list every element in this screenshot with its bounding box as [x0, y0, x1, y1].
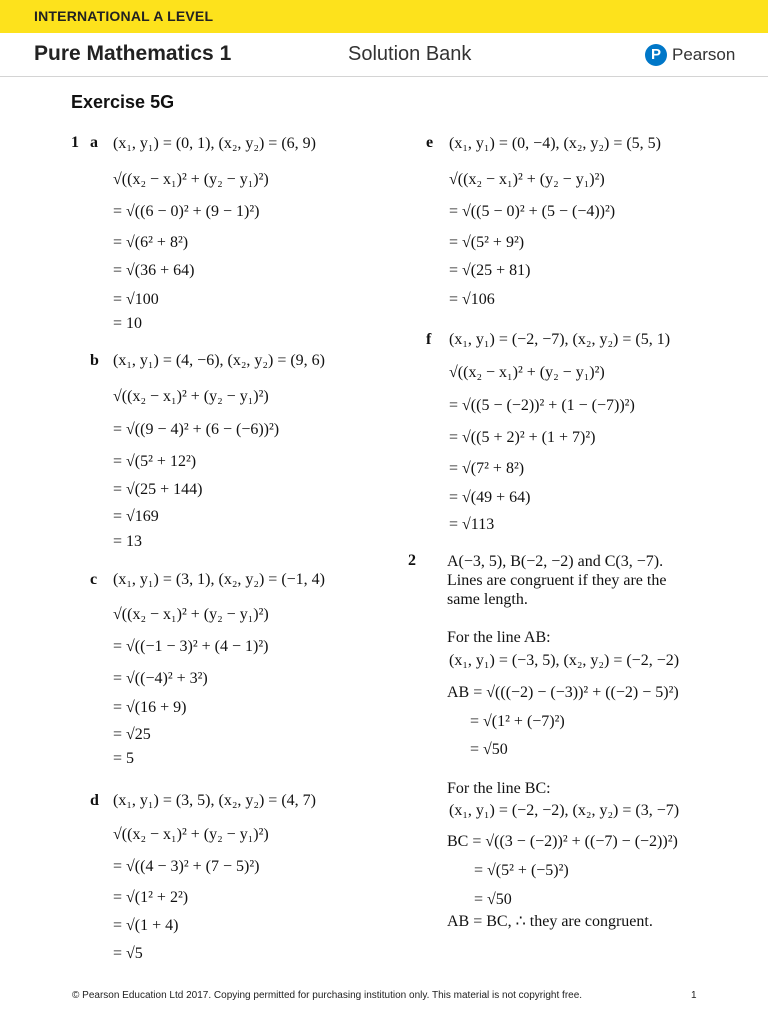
part-f-line-7: = √113: [449, 516, 495, 533]
ab-line-3: = √(1² + (−7)²): [470, 713, 565, 730]
part-d-line-6: = √5: [113, 945, 143, 962]
part-b-line-3: = √((9 − 4)² + (6 − (−6))²): [113, 421, 280, 438]
q2-intro-line-3: same length.: [447, 591, 528, 608]
question-number-2: 2: [408, 552, 416, 569]
q2-intro-line-1: A(−3, 5), B(−2, −2) and C(3, −7).: [447, 553, 664, 570]
part-a-line-5: = √(36 + 64): [113, 262, 195, 279]
part-d-line-5: = √(1 + 4): [113, 917, 179, 934]
copyright-footer: © Pearson Education Ltd 2017. Copying permitted for purchasing institution only. This material is not copyright free.: [72, 990, 583, 1001]
bc-line-1: (x₁, y₁) = (−2, −2), (x₂, y₂) = (3, −7): [449, 802, 680, 819]
bc-heading: For the line BC:: [447, 780, 551, 797]
part-d-line-3: = √((4 − 3)² + (7 − 5)²): [113, 858, 260, 875]
part-a-line-3: = √((6 − 0)² + (9 − 1)²): [113, 203, 260, 220]
part-e-line-3: = √((5 − 0)² + (5 − (−4))²): [449, 203, 616, 220]
part-f-line-3: = √((5 − (−2))² + (1 − (−7))²): [449, 397, 635, 414]
part-b-line-7: = 13: [113, 533, 143, 550]
part-c-line-3: = √((−1 − 3)² + (4 − 1)²): [113, 638, 269, 655]
part-f-line-2: √((x₂ − x₁)² + (y₂ − y₁)²): [449, 364, 605, 381]
part-label-e: e: [426, 134, 434, 151]
part-b-line-6: = √169: [113, 508, 159, 525]
page-number: 1: [691, 990, 697, 1001]
part-c-line-4: = √((−4)² + 3²): [113, 670, 208, 687]
part-e-line-6: = √106: [449, 291, 495, 308]
part-c-line-2: √((x₂ − x₁)² + (y₂ − y₁)²): [113, 606, 269, 623]
bc-line-4: = √50: [474, 891, 512, 908]
part-c-line-5: = √(16 + 9): [113, 699, 187, 716]
part-a-line-4: = √(6² + 8²): [113, 234, 189, 251]
part-b-line-1: (x₁, y₁) = (4, −6), (x₂, y₂) = (9, 6): [113, 352, 326, 369]
logo-glyph: P: [650, 46, 661, 63]
part-c-line-6: = √25: [113, 726, 151, 743]
question-number-1: 1: [71, 134, 79, 151]
exercise-title: Exercise 5G: [71, 92, 175, 112]
part-e-line-1: (x₁, y₁) = (0, −4), (x₂, y₂) = (5, 5): [449, 135, 662, 152]
part-e-line-4: = √(5² + 9²): [449, 234, 525, 251]
bc-line-2: BC = √((3 − (−2))² + ((−7) − (−2))²): [447, 833, 678, 850]
part-label-c: c: [90, 571, 98, 588]
pearson-logo-icon: [645, 44, 667, 66]
part-d-line-4: = √(1² + 2²): [113, 889, 189, 906]
part-label-a: a: [90, 134, 98, 151]
header-band: [0, 0, 768, 33]
part-a-line-7: = 10: [113, 315, 143, 332]
part-a-line-6: = √100: [113, 291, 159, 308]
part-label-f: f: [426, 331, 432, 348]
part-c-line-7: = 5: [113, 750, 135, 767]
book-title: Pure Mathematics 1: [34, 42, 232, 65]
publisher-name: Pearson: [672, 45, 736, 64]
part-f-line-4: = √((5 + 2)² + (1 + 7)²): [449, 429, 596, 446]
part-label-b: b: [90, 352, 99, 369]
part-a-line-1: (x₁, y₁) = (0, 1), (x₂, y₂) = (6, 9): [113, 135, 316, 152]
ab-line-2: AB = √(((−2) − (−3))² + ((−2) − 5)²): [447, 684, 679, 701]
part-f-line-1: (x₁, y₁) = (−2, −7), (x₂, y₂) = (5, 1): [449, 331, 671, 348]
ab-line-1: (x₁, y₁) = (−3, 5), (x₂, y₂) = (−2, −2): [449, 652, 680, 669]
part-b-line-4: = √(5² + 12²): [113, 453, 197, 470]
q2-conclusion: AB = BC, ∴ they are congruent.: [447, 913, 653, 930]
part-e-line-2: √((x₂ − x₁)² + (y₂ − y₁)²): [449, 171, 605, 188]
part-b-line-5: = √(25 + 144): [113, 481, 203, 498]
part-label-d: d: [90, 792, 99, 809]
part-b-line-2: √((x₂ − x₁)² + (y₂ − y₁)²): [113, 388, 269, 405]
document-type: Solution Bank: [348, 43, 472, 65]
part-f-line-5: = √(7² + 8²): [449, 460, 525, 477]
part-e-line-5: = √(25 + 81): [449, 262, 531, 279]
part-d-line-2: √((x₂ − x₁)² + (y₂ − y₁)²): [113, 826, 269, 843]
part-c-line-1: (x₁, y₁) = (3, 1), (x₂, y₂) = (−1, 4): [113, 571, 326, 588]
part-d-line-1: (x₁, y₁) = (3, 5), (x₂, y₂) = (4, 7): [113, 792, 316, 809]
part-a-line-2: √((x₂ − x₁)² + (y₂ − y₁)²): [113, 171, 269, 188]
header-band-label: INTERNATIONAL A LEVEL: [34, 8, 214, 24]
ab-line-4: = √50: [470, 741, 508, 758]
ab-heading: For the line AB:: [447, 629, 551, 646]
header-divider: [0, 76, 768, 77]
q2-intro-line-2: Lines are congruent if they are the: [447, 572, 667, 589]
bc-line-3: = √(5² + (−5)²): [474, 862, 569, 879]
part-f-line-6: = √(49 + 64): [449, 489, 531, 506]
